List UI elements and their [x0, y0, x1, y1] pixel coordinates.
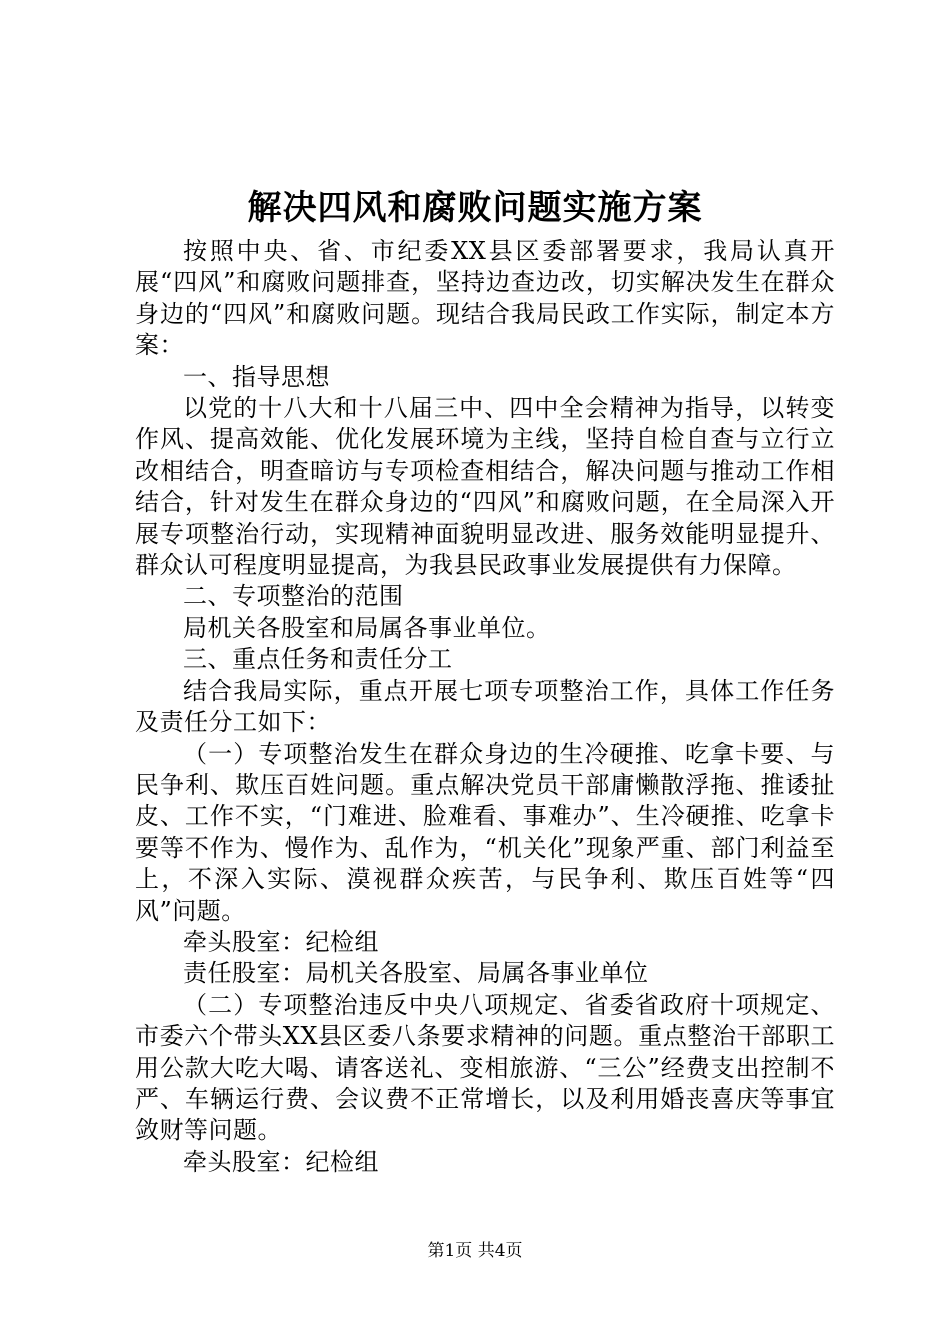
task-two-lead-office: 牵头股室：纪检组 — [183, 1147, 379, 1176]
task-one-responsible-office: 责任股室：局机关各股室、局属各事业单位 — [183, 959, 649, 988]
task-one-paragraph: （一）专项整治发生在群众身边的生冷硬推、吃拿卡要、与民争利、欺压百姓问题。重点解决党员干部庸懒散浮拖、推诿扯皮、工作不实，“门难进、脸难看、事难办”、生冷硬推、吃拿卡要等不作为、慢作为、乱作为，“机关化”现象严重、部门利益至上，不深入实际、漠视群众疾苦，与民争利、欺压百姓等“四风”问题。 — [135, 739, 835, 925]
section-heading-guiding-thought: 一、指导思想 — [183, 362, 330, 391]
page-number-footer: 第1页 共4页 — [427, 1241, 523, 1261]
document-body — [135, 236, 835, 1178]
document-title: 解决四风和腐败问题实施方案 — [247, 188, 703, 228]
task-two-paragraph: （二）专项整治违反中央八项规定、省委省政府十项规定、市委六个带头XX县区委八条要求精神的问题。重点整治干部职工用公款大吃大喝、请客送礼、变相旅游、“三公”经费支出控制不严、车辆运行费、会议费不正常增长，以及利用婚丧喜庆等事宜敛财等问题。 — [135, 990, 835, 1145]
section-heading-scope: 二、专项整治的范围 — [183, 582, 404, 611]
guiding-thought-paragraph: 以党的十八大和十八届三中、四中全会精神为指导，以转变作风、提高效能、优化发展环境为主线，坚持自检自查与立行立改相结合，明查暗访与专项检查相结合，解决问题与推动工作相结合，针对发生在群众身边的“四风”和腐败问题，在全局深入开展专项整治行动，实现精神面貌明显改进、服务效能明显提升、群众认可程度明显提高，为我县民政事业发展提供有力保障。 — [135, 394, 835, 580]
section-heading-tasks: 三、重点任务和责任分工 — [183, 645, 453, 674]
scope-paragraph: 局机关各股室和局属各事业单位。 — [183, 613, 551, 642]
intro-paragraph: 按照中央、省、市纪委XX县区委部署要求，我局认真开展“四风”和腐败问题排查，坚持边查边改，切实解决发生在群众身边的“四风”和腐败问题。现结合我局民政工作实际，制定本方案： — [135, 237, 835, 360]
task-one-lead-office: 牵头股室：纪检组 — [183, 927, 379, 956]
tasks-intro-paragraph: 结合我局实际，重点开展七项专项整治工作，具体工作任务及责任分工如下： — [135, 676, 835, 737]
